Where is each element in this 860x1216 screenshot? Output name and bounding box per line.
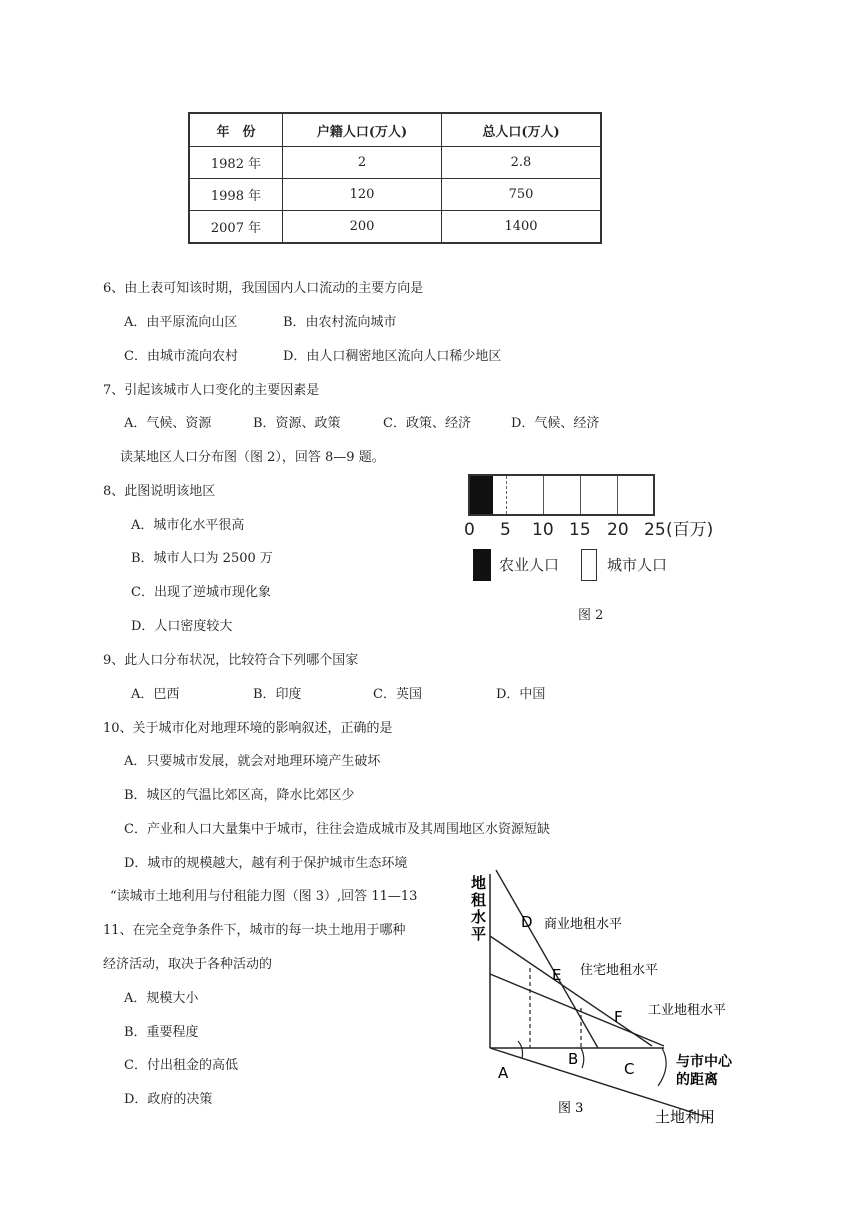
tick-label: 20 [607,520,629,540]
legend-swatch-urban [581,549,597,581]
q11-option-b[interactable]: B．重要程度 [124,1025,199,1040]
q8-stem: 8、此图说明该地区 [103,484,216,499]
q11-stem-line1: 11、在完全竞争条件下，城市的每一块土地用于哪种 [103,923,406,938]
q10-option-c[interactable]: C．产业和人口大量集中于城市，往往会造成城市及其周围地区水资源短缺 [124,822,550,837]
intro-fig3: “读城市土地利用与付租能力图（图 3）,回答 11—13 [110,889,418,904]
table-cell: 200 [283,211,442,244]
tick-label: 0 [464,520,475,540]
table-header-year: 年 份 [189,113,283,147]
q10-option-d[interactable]: D．城市的规模越大，越有利于保护城市生态环境 [124,856,408,871]
label-B: B [568,1050,579,1068]
tick-label: 5 [500,520,511,540]
label-D: D [521,913,533,931]
q7-option-c[interactable]: C．政策、经济 [383,416,471,431]
q9-option-d[interactable]: D．中国 [496,687,546,702]
q6-option-d[interactable]: D．由人口稠密地区流向人口稀少地区 [283,349,502,364]
table-cell: 2.8 [442,147,602,179]
land-use-label: 土地利用 [655,1108,716,1126]
tick-label: 25 [644,520,666,540]
q6-option-a[interactable]: A．由平原流向山区 [124,315,238,330]
table-cell: 120 [283,179,442,211]
q8-option-c[interactable]: C．出现了逆城市现化象 [131,585,271,600]
q8-option-a[interactable]: A．城市化水平很高 [131,518,245,533]
table-cell: 2 [283,147,442,179]
bar-divider [506,476,507,514]
bar-divider [543,476,544,514]
label-F: F [614,1008,623,1026]
xlabel-line2: 的距离 [676,1072,718,1088]
table-row [189,211,601,244]
unit-label: (百万) [666,520,714,540]
q9-option-a[interactable]: A．巴西 [131,687,180,702]
xlabel-line1: 与市中心 [676,1054,732,1070]
q9-option-c[interactable]: C．英国 [373,687,422,702]
tick-label: 15 [569,520,591,540]
agricultural-population-fill [470,476,493,514]
table-row [189,179,601,211]
q10-stem: 10、关于城市化对地理环境的影响叙述，正确的是 [103,721,393,736]
population-table [188,112,602,244]
ylabel-char-tspan: 平 [471,925,487,943]
q6-option-c[interactable]: C．由城市流向农村 [124,349,238,364]
label-A: A [498,1064,509,1082]
zone-arc-c [658,1048,666,1086]
ylabel-char-tspan: 水 [471,908,487,926]
tick-label: 10 [532,520,554,540]
legend-swatch-agricultural [473,549,491,581]
q7-stem: 7、引起该城市人口变化的主要因素是 [103,383,320,398]
bar-divider [580,476,581,514]
q11-option-a[interactable]: A．规模大小 [124,991,199,1006]
label-C: C [624,1060,635,1078]
zone-arc-a [518,1041,523,1058]
label-E: E [552,966,562,984]
bar-divider [617,476,618,514]
q6-option-b[interactable]: B．由农村流向城市 [283,315,397,330]
residential-label: 住宅地租水平 [580,963,659,978]
zone-arc-b [581,1048,584,1068]
commercial-label: 商业地租水平 [544,917,623,932]
figure-2 [464,474,726,634]
table-header-row [189,113,601,147]
table-cell: 750 [442,179,602,211]
q11-option-d[interactable]: D．政府的决策 [124,1092,213,1107]
q7-option-b[interactable]: B．资源、政策 [253,416,341,431]
q10-option-b[interactable]: B．城区的气温比郊区高，降水比郊区少 [124,788,355,803]
figure-3 [468,860,760,1130]
table-cell: 2007 年 [189,211,283,244]
q7-option-a[interactable]: A．气候、资源 [124,416,212,431]
residential-rent-line [490,936,652,1046]
table-cell: 1400 [442,211,602,244]
q11-option-c[interactable]: C．付出租金的高低 [124,1058,238,1073]
ylabel-char-tspan: 地 [471,874,487,892]
table-cell: 1998 年 [189,179,283,211]
q8-option-d[interactable]: D．人口密度较大 [131,619,233,634]
commercial-rent-line [496,870,598,1048]
ylabel-char [471,874,487,943]
table-header-total: 总人口(万人) [442,113,602,147]
intro-fig2: 读某地区人口分布图（图 2），回答 8—9 题。 [120,450,385,465]
population-bar [468,474,655,516]
q10-option-a[interactable]: A．只要城市发展，就会对地理环境产生破坏 [124,754,381,769]
q8-option-b[interactable]: B．城市人口为 2500 万 [131,551,273,566]
industrial-label: 工业地租水平 [648,1003,727,1018]
q6-stem: 6、由上表可知该时期，我国国内人口流动的主要方向是 [103,281,424,296]
q9-option-b[interactable]: B．印度 [253,687,302,702]
legend-label-urban: 城市人口 [607,556,668,574]
figure-3-caption: 图 3 [558,1101,584,1116]
ylabel-char-tspan: 租 [471,891,487,909]
table-header-registered: 户籍人口(万人) [283,113,442,147]
q9-stem: 9、此人口分布状况，比较符合下列哪个国家 [103,653,359,668]
q11-stem-line2: 经济活动，取决于各种活动的 [103,957,273,972]
q7-option-d[interactable]: D．气候、经济 [511,416,600,431]
table-row [189,147,601,179]
legend-label-agricultural: 农业人口 [499,556,560,574]
figure-2-caption: 图 2 [578,608,604,623]
industrial-rent-line [490,974,664,1046]
table-cell: 1982 年 [189,147,283,179]
